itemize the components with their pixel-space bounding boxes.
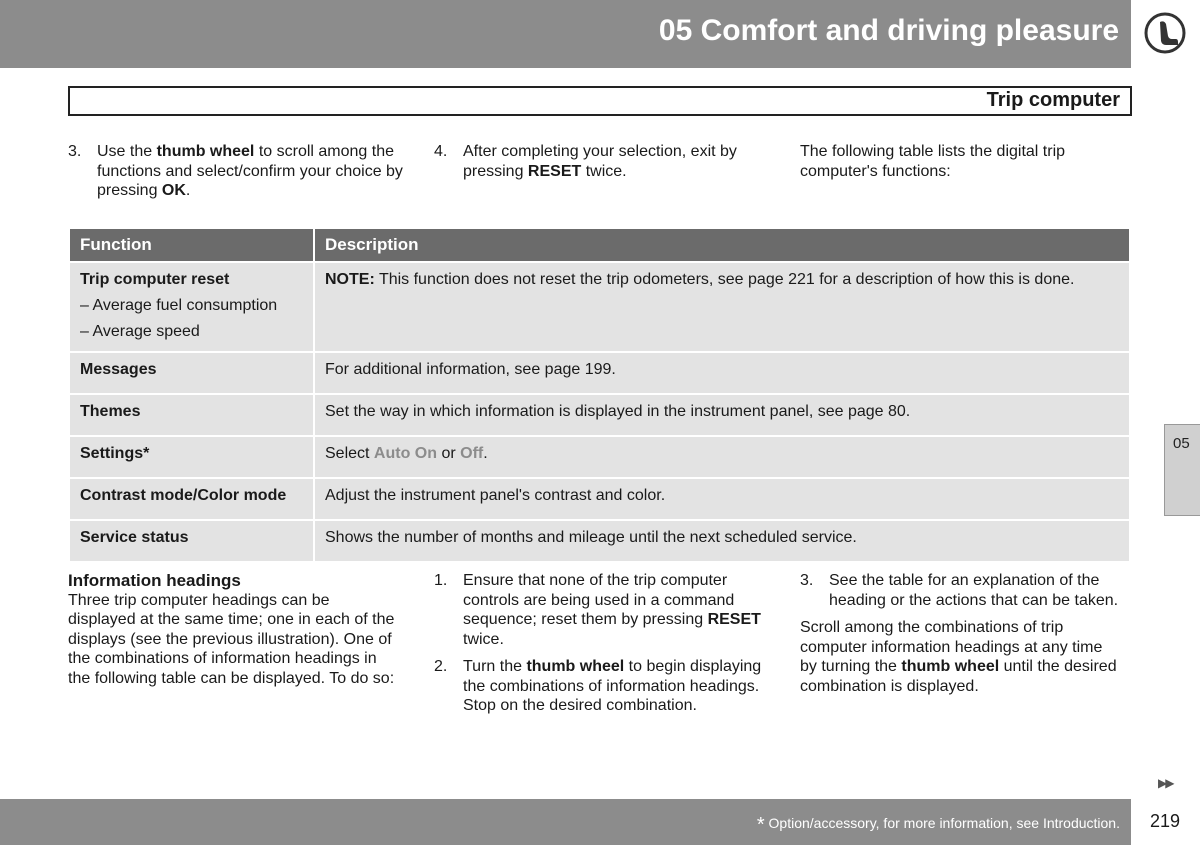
seat-icon [1144,12,1186,54]
double-arrow-right-icon: ▶▶ [1158,776,1173,790]
section-title: Trip computer [986,89,1120,111]
chapter-side-tab[interactable] [1164,424,1200,516]
top-column-2 [434,142,764,181]
table-row [69,478,1130,520]
info-step-3: 3. See the table for an explanation of the heading or the actions that can be taken. [800,572,1119,609]
function-description: NOTE: This function does not reset the trip odometers, see page 221 for a description of how this is done. [314,262,1130,352]
footer-note: * Option/accessory, for more information, see Introduction. [756,814,1120,836]
footer-bar [0,799,1131,845]
table-row [69,262,1130,352]
page-number-box [1131,799,1200,845]
function-description: Set the way in which information is displayed in the instrument panel, see page 80. [314,394,1130,436]
function-name: Contrast mode/Color mode [69,478,314,520]
top-column-3 [800,142,1120,181]
scroll-paragraph: Scroll among the combinations of trip computer information headings at any time by turning the thumb wheel until the desired combination is displayed. [800,619,1117,695]
function-sub: – Average fuel consumption [80,297,278,314]
page-number: 219 [1150,811,1181,831]
table-intro: The following table lists the digital trip computer's functions: [800,143,1066,180]
function-name: Settings* [69,436,314,478]
info-heading: Information headings [68,571,241,590]
top-column-1 [68,142,408,201]
header-function: Function [69,228,314,262]
function-sub: – Average speed [80,323,200,340]
table-row [69,394,1130,436]
function-name: Themes [69,394,314,436]
info-step-2: 2. Turn the thumb wheel to begin displaying the combinations of information headings. Stop on the desired combination. [434,658,762,714]
table-row [69,436,1130,478]
table-header-row [69,228,1130,262]
option-auto-on: Auto On [373,445,438,462]
chapter-icon-box [1131,0,1200,68]
table-row [69,352,1130,394]
chapter-tab-label: 05 [1173,435,1190,452]
info-column-3 [800,571,1130,696]
step-4: 4. After completing your selection, exit by pressing RESET twice. [434,143,737,180]
info-body: Three trip computer headings can be displayed at the same time; one in each of the displays (see the previous illustration). One of the combinations of information headings in the following table can be displayed. To do so: [68,591,395,687]
table-row [69,520,1130,562]
function-description: Adjust the instrument panel's contrast and color. [314,478,1130,520]
function-table [68,227,1131,563]
step-3: 3. Use the thumb wheel to scroll among the functions and select/confirm your choice by pressing OK. [68,143,403,199]
header-description: Description [314,228,1130,262]
function-name: Trip computer reset [80,271,230,288]
function-description: For additional information, see page 199. [314,352,1130,394]
function-name: Service status [69,520,314,562]
option-off: Off [460,445,484,462]
chapter-header [0,0,1131,68]
info-column-1 [68,571,400,688]
function-name: Messages [69,352,314,394]
function-description: Shows the number of months and mileage until the next scheduled service. [314,520,1130,562]
chapter-title: 05 Comfort and driving pleasure [658,14,1119,47]
function-description: Select Auto On or Off. [314,436,1130,478]
info-column-2 [434,571,768,716]
section-title-box [68,86,1132,116]
info-step-1: 1. Ensure that none of the trip computer controls are being used in a command sequence; reset them by pressing RESET twice. [434,572,761,648]
